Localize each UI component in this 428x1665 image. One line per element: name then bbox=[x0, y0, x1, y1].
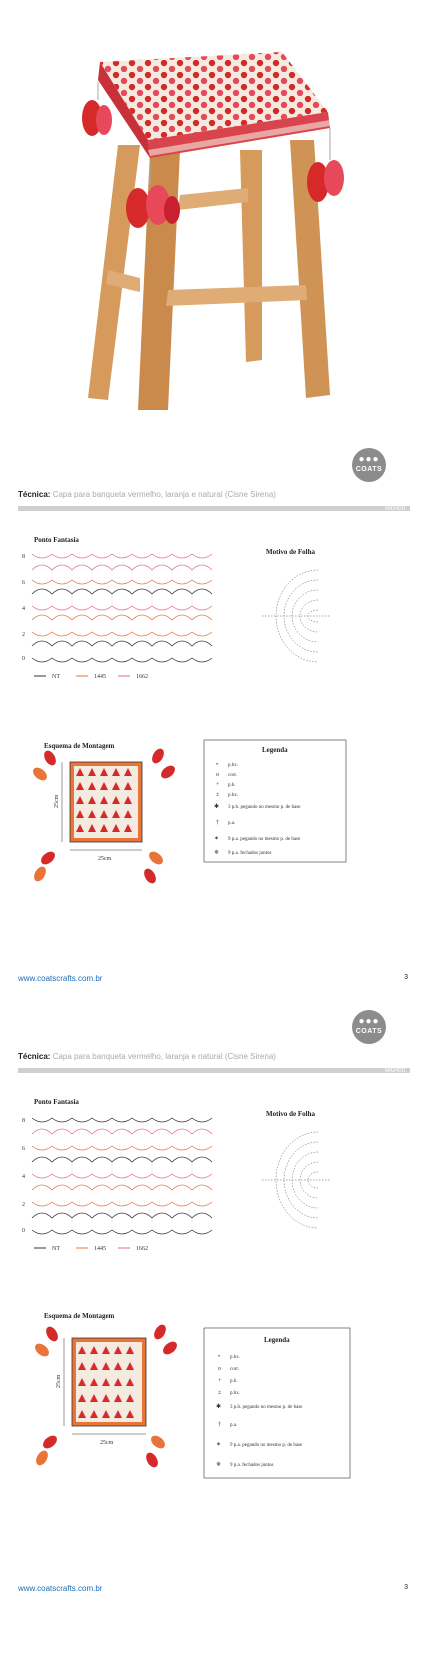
stitch-chart bbox=[22, 1118, 212, 1234]
color-legend-label: 1662 bbox=[136, 1246, 148, 1252]
svg-text:o: o bbox=[216, 772, 219, 778]
color-legend bbox=[34, 1246, 148, 1252]
stool-stretcher bbox=[178, 188, 248, 210]
svg-text:2: 2 bbox=[22, 632, 25, 638]
page-number: 3 bbox=[404, 974, 408, 981]
diagram-area bbox=[18, 1092, 410, 1592]
page-number: 3 bbox=[404, 1584, 408, 1591]
svg-text:✵: ✵ bbox=[214, 850, 220, 856]
pattern-code: MA24011 bbox=[384, 1068, 406, 1074]
legend-item: corr. bbox=[228, 773, 238, 778]
legend-item: 9 p.a. fechados juntos bbox=[230, 1463, 274, 1468]
footer-url[interactable]: www.coatscrafts.com.br bbox=[18, 1584, 103, 1593]
legend-item: p.a. bbox=[230, 1423, 238, 1428]
svg-text:±: ± bbox=[216, 792, 220, 798]
svg-text:6: 6 bbox=[22, 580, 25, 586]
color-legend-label: NT bbox=[52, 674, 60, 680]
svg-text:o: o bbox=[218, 1366, 221, 1372]
legend-item: p.b. bbox=[230, 1379, 238, 1384]
svg-text:8: 8 bbox=[22, 1118, 25, 1124]
svg-text:✱: ✱ bbox=[216, 1404, 222, 1410]
svg-text:4: 4 bbox=[22, 606, 25, 612]
svg-text:•: • bbox=[216, 762, 219, 768]
legend-title: Legenda bbox=[262, 746, 288, 754]
header-rule bbox=[18, 1068, 410, 1073]
legend-item: p.bx. bbox=[230, 1391, 240, 1396]
leaf-tassel bbox=[307, 128, 344, 202]
svg-text:✶: ✶ bbox=[214, 836, 220, 842]
svg-text:6: 6 bbox=[22, 1146, 25, 1152]
stitch-chart-title: Ponto Fantasia bbox=[34, 536, 79, 544]
stool-photo bbox=[0, 0, 428, 440]
svg-text:±: ± bbox=[218, 1390, 222, 1396]
leaf-chart-title: Motivo de Folha bbox=[266, 548, 315, 556]
legend-item: 3 p.b. pegando no mesmo p. de base bbox=[228, 805, 301, 810]
technique-text: Capa para banqueta vermelho, laranja e natural (Cisne Sirena) bbox=[52, 1052, 276, 1061]
stool-illustration bbox=[0, 0, 428, 440]
svg-text:✵: ✵ bbox=[216, 1462, 222, 1468]
color-legend-label: 1662 bbox=[136, 674, 148, 680]
color-legend-label: 1445 bbox=[94, 674, 106, 680]
legend-item: p.bx. bbox=[228, 793, 238, 798]
svg-text:+: + bbox=[218, 1378, 222, 1384]
stitch-chart-title: Ponto Fantasia bbox=[34, 1098, 79, 1106]
assembly-diagram bbox=[31, 747, 178, 886]
svg-text:✶: ✶ bbox=[216, 1442, 222, 1448]
technique-label: Técnica: bbox=[18, 490, 51, 499]
stool-stretcher bbox=[166, 285, 307, 306]
technique-line bbox=[18, 490, 276, 499]
logo-text: COATS bbox=[355, 1028, 383, 1035]
legend-item: 9 p.a. pegando no mesmo p. de base bbox=[230, 1443, 303, 1448]
legend-title: Legenda bbox=[264, 1336, 290, 1344]
color-legend-label: NT bbox=[52, 1246, 60, 1252]
logo-text: COATS bbox=[355, 466, 383, 473]
svg-text:2: 2 bbox=[22, 1202, 25, 1208]
assembly-diagram bbox=[33, 1323, 180, 1470]
leaf-chart bbox=[262, 1132, 330, 1228]
stool-leg bbox=[240, 150, 262, 362]
svg-text:✱: ✱ bbox=[214, 804, 220, 810]
logo-dots-icon: ●●● bbox=[358, 1016, 380, 1027]
leaf-chart-title: Motivo de Folha bbox=[266, 1110, 315, 1118]
legend-item: corr. bbox=[230, 1367, 240, 1372]
diagram-area bbox=[18, 530, 410, 970]
footer-url[interactable]: www.coatscrafts.com.br bbox=[18, 974, 103, 983]
svg-text:8: 8 bbox=[22, 554, 25, 560]
dimension-height: 25cm bbox=[56, 1374, 62, 1388]
assembly-title: Esquema de Montagem bbox=[44, 742, 115, 750]
legend-item: p.a. bbox=[228, 821, 236, 826]
legend-item: 9 p.a. pegando no mesmo p. de base bbox=[228, 837, 301, 842]
pattern-page bbox=[0, 448, 428, 1000]
technique-line bbox=[18, 1052, 276, 1061]
dimension-height: 25cm bbox=[54, 794, 60, 808]
stitch-chart bbox=[22, 546, 212, 664]
svg-text:0: 0 bbox=[22, 1228, 25, 1234]
svg-text:•: • bbox=[218, 1354, 221, 1360]
legend-item: p.bx. bbox=[230, 1355, 240, 1360]
technique-text: Capa para banqueta vermelho, laranja e natural (Cisne Sirena) bbox=[52, 490, 276, 499]
assembly-title: Esquema de Montagem bbox=[44, 1312, 115, 1320]
svg-text:4: 4 bbox=[22, 1174, 25, 1180]
logo-dots-icon: ●●● bbox=[358, 454, 380, 465]
coats-logo bbox=[352, 448, 386, 482]
dimension-width: 25cm bbox=[98, 856, 112, 862]
svg-text:+: + bbox=[216, 782, 220, 788]
technique-label: Técnica: bbox=[18, 1052, 51, 1061]
legend-item: p.b. bbox=[228, 783, 236, 788]
legend-item: 3 p.b. pegando no mesmo p. de base bbox=[230, 1405, 303, 1410]
legend-item: p.bx. bbox=[228, 763, 238, 768]
coats-logo bbox=[352, 1010, 386, 1044]
svg-text:†: † bbox=[218, 1422, 221, 1428]
header-rule bbox=[18, 506, 410, 511]
legend-item: 9 p.a. fechados juntos bbox=[228, 851, 272, 856]
leaf-chart bbox=[262, 570, 330, 662]
symbol-legend bbox=[204, 740, 346, 862]
symbol-legend bbox=[204, 1328, 350, 1478]
svg-text:†: † bbox=[216, 820, 219, 826]
color-legend bbox=[34, 674, 148, 680]
dimension-width: 25cm bbox=[100, 1440, 114, 1446]
pattern-page bbox=[0, 1010, 428, 1610]
pattern-code: MA24011 bbox=[384, 506, 406, 512]
color-legend-label: 1445 bbox=[94, 1246, 106, 1252]
svg-text:0: 0 bbox=[22, 656, 25, 662]
